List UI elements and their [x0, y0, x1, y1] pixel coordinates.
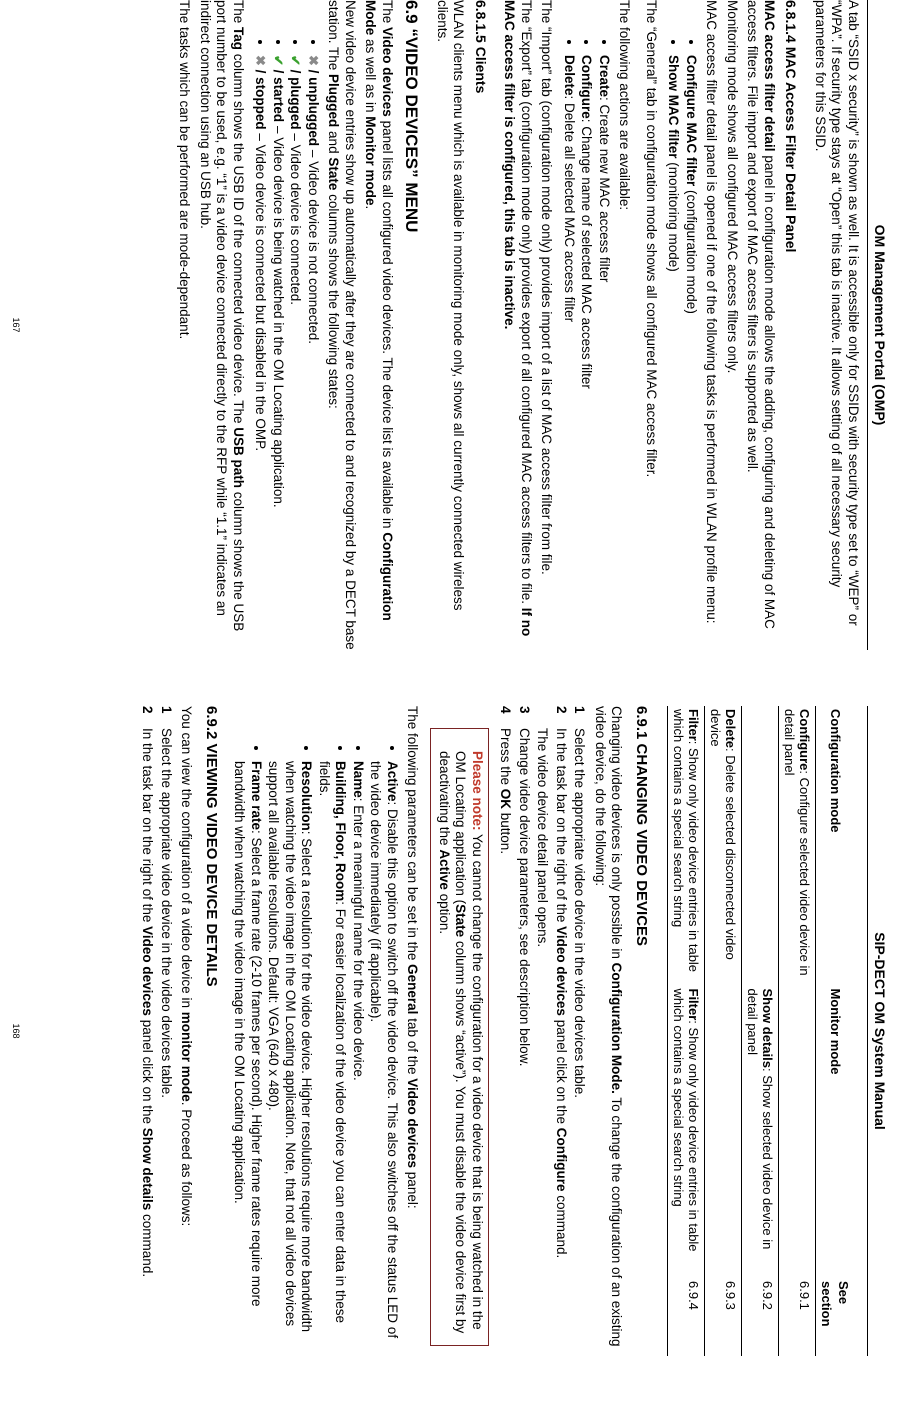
table-cell: 6.9.3	[705, 1278, 742, 1356]
table-cell: Filter: Show only video device entries in table which contains a special search string	[668, 706, 705, 986]
table-cell: 6.9.4	[668, 1278, 705, 1356]
list-item: • Configure: Change name of selected MAC access filter	[578, 55, 595, 650]
checkmark-icon: ✔	[288, 55, 304, 66]
monitoring-mode-paragraph: Monitoring mode shows all configured MAC access filters only.	[725, 0, 740, 374]
list-item: • ✔ / plugged – Video device is connected.	[287, 55, 304, 650]
column-header: Configuration mode	[816, 706, 854, 986]
parameters-list	[231, 706, 400, 1356]
table-row	[668, 706, 705, 1356]
list-item: 2 In the task bar on the right of the Video devices panel click on the Show details command.	[140, 706, 156, 1278]
ssid-security-paragraph: A tab “SSID x security” is shown as well. It is accessible only for SSIDs with security type set to “WEP” or “WPA”. If security type stays at “Open” this tab is inactive. It allows setting of all necessary security parameters for this SSID.	[813, 0, 861, 626]
page-header: SIP-DECT OM System Manual	[867, 706, 888, 1356]
table-row	[779, 706, 816, 1356]
list-item: • Configure MAC filter (configuration mode)	[683, 55, 700, 650]
table-cell: Configure: Configure selected video device in detail panel	[779, 706, 816, 986]
tasks-paragraph: The tasks which can be performed are mode-dependant.	[177, 0, 193, 340]
page-167	[8, 0, 888, 650]
parameters-intro-paragraph: The following parameters can be set in the General tab of the Video devices panel:	[405, 706, 421, 1209]
cross-icon: ✖	[306, 55, 321, 66]
column-header: See section	[816, 1278, 854, 1356]
page-header: OM Management Portal (OMP)	[867, 0, 888, 650]
changing-steps-list	[497, 706, 588, 1356]
note-label: Please note:	[470, 751, 485, 831]
list-item: • Resolution: Select a resolution for the video device. Higher resolutions require more bandwidth when watching the video image in the OM Locating application. Note, that not all video devices support all available resolutions. Default: VGA (640 x 480).	[265, 761, 315, 1356]
list-item: The video device detail panel opens.	[535, 728, 551, 948]
table-header-row	[816, 706, 854, 1356]
list-item: • Show MAC filter (monitoring mode)	[665, 55, 682, 650]
column-header: Monitor mode	[816, 986, 854, 1279]
page-number: 168	[11, 1023, 22, 1039]
list-item: • Active: Disable this option to switch off the video device. This also switches off the status LED of the video device immediately (if applicable).	[367, 761, 400, 1356]
viewing-intro-paragraph: You can view the configuration of a video device in monitor mode. Proceed as follows:	[179, 706, 195, 1227]
section-6-9-2-title: 6.9.2 VIEWING VIDEO DEVICE DETAILS	[203, 706, 220, 987]
list-item: • Create: Create new MAC access filter	[596, 55, 613, 650]
section-6-8-1-5-title: 6.8.1.5 Clients	[473, 0, 489, 94]
list-item: • Building, Floor, Room: For easier localization of the video device you can enter data in these fields.	[316, 761, 349, 1356]
tag-column-paragraph: The Tag column shows the USB ID of the connected video device. The USB path column shows the USB port number to be used, e.g. “1” is a video device connected directly to the RFP while “1.1” indicates an indirect connection using an USB hub.	[198, 0, 246, 632]
export-tab-paragraph: The “Export” tab (configuration mode only) provides export of all configured MAC access filters to file. If no MAC access filter is configured, this tab is inactive.	[502, 0, 534, 637]
table-cell	[705, 986, 742, 1279]
list-item: 3 Change video device parameters, see description below.	[517, 706, 532, 1067]
video-devices-paragraph: The Video devices panel lists all configured video devices. The device list is available in Configuration Mode as well as in Monitor mode.	[363, 0, 395, 621]
list-item: 1 Select the appropriate video device in the video devices table.	[159, 706, 174, 1098]
list-item: 4 Press the OK button.	[498, 706, 514, 855]
section-6-8-1-4-title: 6.8.1.4 MAC Access Filter Detail Panel	[783, 0, 800, 253]
table-cell: Delete: Delete selected disconnected video device	[705, 706, 742, 986]
list-item: • Delete: Delete all selected MAC access filter	[561, 55, 578, 650]
section-6-9-title: 6.9 “VIDEO DEVICES” MENU	[402, 0, 422, 233]
list-item: • Frame rate: Select a frame rate (2-10 frames per second). Higher frame rates require more bandwidth when watching the video image in the OM Locating application.	[231, 761, 264, 1356]
checkmark-icon: ✔	[271, 55, 286, 66]
changing-intro-paragraph: Changing video devices is only possible in Configuration Mode. To change the configuration of an existing video device, do the following:	[593, 706, 625, 1347]
mac-filter-task-list	[665, 0, 699, 650]
table-cell: Show details: Show selected video device in detail panel	[742, 986, 779, 1279]
section-6-9-1-title: 6.9.1 CHANGING VIDEO DEVICES	[633, 706, 650, 947]
cross-icon: ✖	[253, 55, 269, 66]
table-cell: Filter: Show only video device entries in table which contains a special search string	[668, 986, 705, 1279]
table-cell	[742, 706, 779, 986]
states-list	[252, 0, 321, 650]
actions-list	[561, 0, 613, 650]
table-cell: 6.9.2	[742, 1278, 779, 1356]
table-cell	[779, 986, 816, 1279]
list-item: • ✔ / started – Video device is being watched in the OM Locating application.	[270, 55, 287, 650]
page-168	[8, 706, 888, 1356]
clients-paragraph: WLAN clients menu which is available in monitoring mode only, shows all currently connected wireless clients.	[435, 0, 467, 611]
video-devices-task-table	[667, 706, 853, 1356]
page-number: 167	[11, 317, 22, 333]
table-cell: 6.9.1	[779, 1278, 816, 1356]
viewing-steps-list	[139, 706, 174, 1356]
list-item: • Name: Enter a meaningful name for the video device.	[350, 761, 367, 1356]
list-item: • ✖ / stopped – Video device is connected but disabled in the OMP.	[252, 55, 269, 650]
table-row	[742, 706, 779, 1356]
mac-filter-detail-paragraph: MAC access filter detail panel in configuration mode allows the adding, configuring and deleting of MAC access filters. File import and export of MAC access filters is supported as well.	[745, 0, 777, 629]
table-row	[705, 706, 742, 1356]
states-intro-paragraph: New video device entries show up automatically after they are connected to and recognized by a DECT base station. The Plugged and State columns shows the following states:	[326, 0, 358, 650]
general-tab-paragraph: The “General” tab in configuration mode shows all configured MAC access filter.	[644, 0, 659, 478]
list-item: • ✖ / unplugged – Video device is not connected.	[305, 55, 322, 650]
actions-intro: The following actions are available:	[617, 0, 633, 211]
list-item: 2 In the task bar on the right of the Video devices panel click on the Configure command.	[554, 706, 569, 1259]
import-tab-paragraph: The “Import” tab (configuration mode only) provides import of a list of MAC access filter from file.	[539, 0, 555, 575]
detail-panel-open-paragraph: MAC access filter detail panel is opened if one of the following tasks is performed in WLAN profile menu:	[704, 0, 720, 624]
note-box: Please note: You cannot change the configuration for a video device that is being watched in the OM Locating application (State column shows “active”). You must disable the video device first by deactivating the Active option.	[431, 728, 490, 1346]
list-item: 1 Select the appropriate video device in the video devices table.	[572, 706, 588, 1098]
